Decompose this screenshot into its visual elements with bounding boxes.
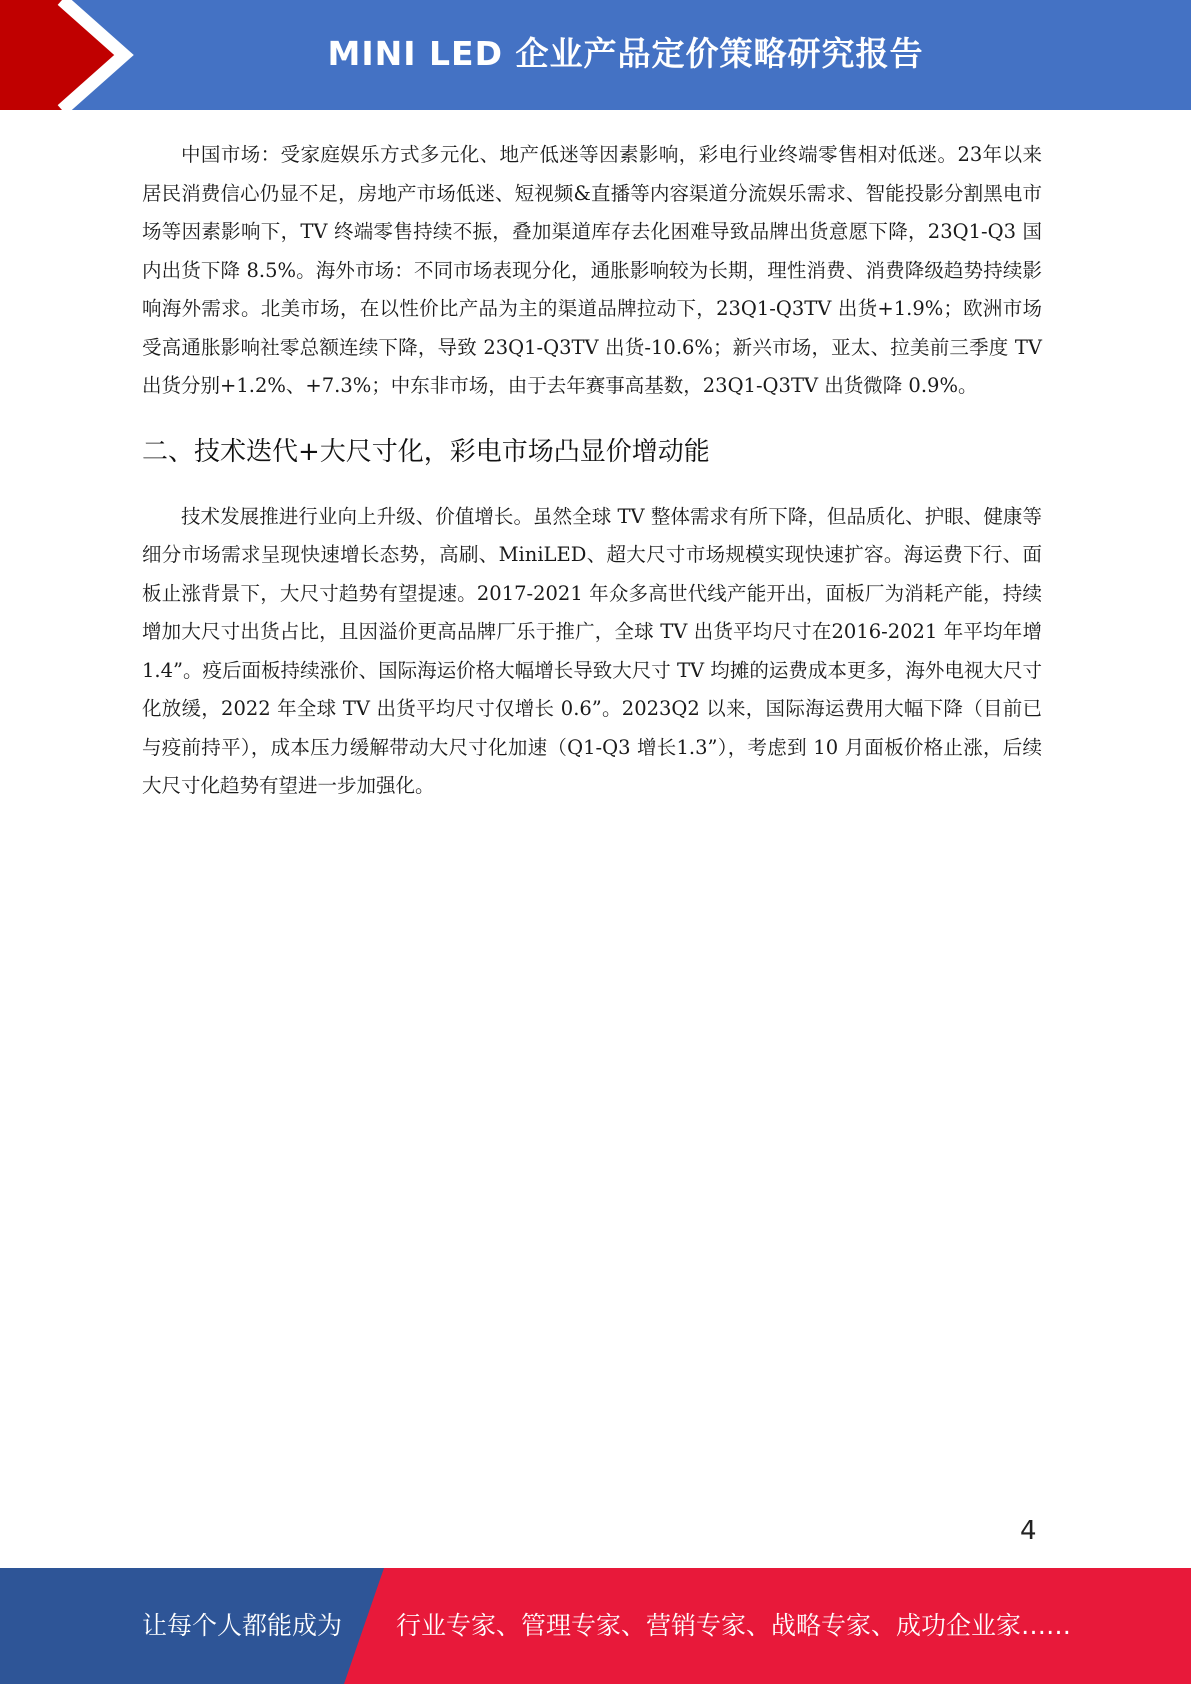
- footer-band: [0, 1568, 1191, 1684]
- footer-slogan-left: 让每个人都能成为: [142, 1611, 343, 1640]
- header-band: [0, 0, 1191, 110]
- chevron-arrow-icon: [0, 0, 160, 110]
- report-body: [142, 136, 1042, 806]
- section-heading: 二、技术迭代+大尺寸化，彩电市场凸显价增动能: [142, 436, 710, 467]
- paragraph-technology-trend: 技术发展推进行业向上升级、价值增长。虽然全球 TV 整体需求有所下降，但品质化、护眼、健康等细分市场需求呈现快速增长态势，高刷、MiniLED、超大尺寸市场规模实现快速扩容。海运费下行、面板止涨背景下，大尺寸趋势有望提速。2017-2021 年众多高世代线产能开出，面板厂为消耗产能，持续增加大尺寸出货占比，且因溢价更高品牌厂乐于推广，全球 TV 出货平均尺寸在2016-2021 年平均年增 1.4”。疫后面板持续涨价、国际海运价格大幅增长导致大尺寸 TV 均摊的运费成本更多，海外电视大尺寸化放缓，2022 年全球 TV 出货平均尺寸仅增长 0.6”。2023Q2 以来，国际海运费用大幅下降（目前已与疫前持平），成本压力缓解带动大尺寸化加速（Q1-Q3 增长1.3”），考虑到 10 月面板价格止涨，后续大尺寸化趋势有望进一步加强化。: [142, 504, 1042, 797]
- paragraph-market-overview: 中国市场：受家庭娱乐方式多元化、地产低迷等因素影响，彩电行业终端零售相对低迷。23年以来居民消费信心仍显不足，房地产市场低迷、短视频&直播等内容渠道分流娱乐需求、智能投影分割黑电市场等因素影响下，TV 终端零售持续不振，叠加渠道库存去化困难导致品牌出货意愿下降，23Q1-Q3 国内出货下降 8.5%。海外市场：不同市场表现分化，通胀影响较为长期，理性消费、消费降级趋势持续影响海外需求。北美市场，在以性价比产品为主的渠道品牌拉动下，23Q1-Q3TV 出货+1.9%；欧洲市场受高通胀影响社零总额连续下降，导致 23Q1-Q3TV 出货-10.6%；新兴市场，亚太、拉美前三季度 TV 出货分别+1.2%、+7.3%；中东非市场，由于去年赛事高基数，23Q1-Q3TV 出货微降 0.9%。: [142, 143, 1042, 397]
- page-number: 4: [1020, 1516, 1037, 1546]
- footer-slogan-right: 行业专家、管理专家、营销专家、战略专家、成功企业家……: [396, 1611, 1072, 1640]
- document-title: MINI LED 企业产品定价策略研究报告: [327, 34, 924, 73]
